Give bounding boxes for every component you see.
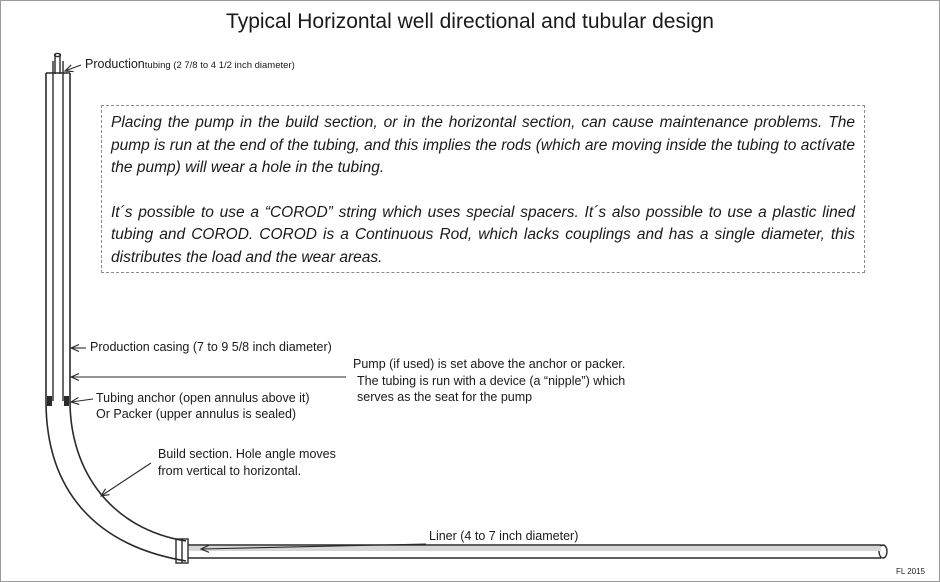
arrow-production-tubing	[65, 65, 81, 71]
tubing-anchor-label-line-2: Or Packer (upper annulus is sealed)	[96, 407, 297, 421]
credit-text: FL 2015	[895, 567, 925, 576]
well-schematic	[1, 1, 939, 581]
tubing-anchor	[47, 396, 69, 406]
build-section-label-line-2: from vertical to horizontal.	[158, 464, 302, 478]
pump-label-line-2: The tubing is run with a device (a “nipple”) which	[357, 374, 626, 388]
note-paragraph-1: Placing the pump in the build section, or in the horizontal section, can cause maintenance problems. The pump is run at the end of the tubing, and this implies the rods (which are moving inside the tubing to actívate the pump) will wear a hole in the tubing.	[111, 114, 855, 176]
tubing-anchor-label-line-1: Tubing anchor (open annulus above it)	[96, 391, 310, 405]
pump-label-line-1: Pump (if used) is set above the anchor or packer.	[353, 357, 626, 371]
production-tubing-label	[85, 57, 295, 73]
diagram-title: Typical Horizontal well directional and tubular design	[226, 10, 714, 33]
production-casing-label: Production casing (7 to 9 5/8 inch diameter)	[90, 340, 332, 354]
build-section-label-line-1: Build section. Hole angle moves	[158, 447, 336, 461]
production-tubing	[53, 53, 63, 401]
note-paragraph-2: It´s possible to use a “COROD” string which uses special spacers. It´s also possible to use a plastic lined tubing and COROD. COROD is a Continuous Rod, which lacks couplings and has a single diameter, this distributes the load and the wear areas.	[111, 203, 855, 266]
arrow-build-section	[101, 463, 151, 496]
production-tubing-label-main: Production	[85, 57, 145, 71]
pump-placement-note	[101, 105, 865, 273]
pump-label-line-3: serves as the seat for the pump	[357, 390, 533, 404]
arrow-tubing-anchor	[71, 399, 93, 402]
liner-label: Liner (4 to 7 inch diameter)	[429, 529, 579, 543]
production-tubing-label-detail: tubing (2 7/8 to 4 1/2 inch diameter)	[144, 60, 295, 71]
